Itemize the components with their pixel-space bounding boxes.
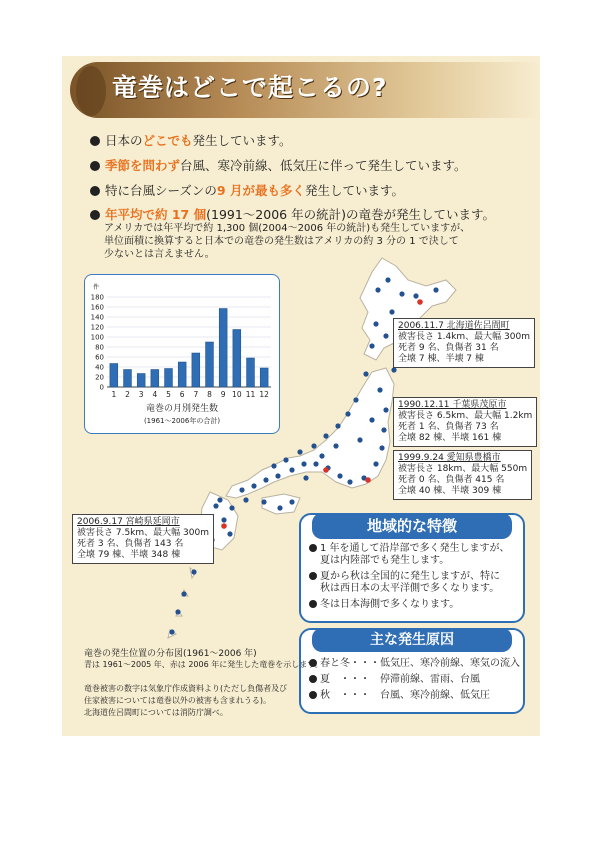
tornado-dot-blue [251, 483, 256, 488]
chart-bar [110, 364, 118, 388]
tornado-dot-blue [191, 569, 196, 574]
tornado-dot-blue [227, 531, 232, 536]
case-line: 全壊 40 棟、半壊 309 棟 [398, 486, 502, 496]
tornado-dot-blue [369, 343, 374, 348]
map-caption-title: 竜巻の発生位置の分布図(1961～2006 年) [84, 649, 257, 659]
highlight-text: 季節を問わず [105, 158, 181, 173]
chart-bar [260, 368, 268, 387]
tornado-dot-blue [303, 475, 308, 480]
chart-x-tick-label: 11 [245, 390, 256, 399]
tornado-dot-blue [379, 445, 384, 450]
tornado-dot-blue [221, 517, 226, 522]
tornado-dot-blue [347, 479, 352, 484]
case-line: 死者 3 名、負傷者 143 名 [77, 539, 184, 549]
tornado-dot-blue [261, 499, 266, 504]
case-line: 被害長さ 6.5km、最大幅 1.2km [398, 411, 533, 421]
note-line: アメリカでは年平均で約 1,300 個(2004～2006 年の統計)も発生していますが、 [104, 223, 471, 234]
tornado-dot-red [417, 299, 423, 305]
shikoku-shape [262, 494, 300, 514]
cause-summer: 夏 ・・・ 停滞前線、雷雨、台風 [309, 674, 480, 686]
tornado-dot-blue [313, 461, 318, 466]
bullet-dot-icon [90, 161, 100, 171]
bullet-dot-icon [309, 600, 317, 608]
tornado-dot-blue [229, 505, 234, 510]
chart-bar [137, 374, 145, 388]
bullet-text: 台風、寒冷前線、低気圧に伴って発生しています。 [180, 158, 467, 173]
note-line: 少ないとは言えません。 [104, 249, 215, 260]
bullet-dot-icon [309, 675, 317, 683]
monthly-chart-box [84, 274, 280, 434]
chart-bar [206, 342, 214, 387]
chart-bar [233, 330, 241, 388]
tornado-dot-blue [433, 287, 438, 292]
bullet-text: 発生しています。 [304, 183, 404, 198]
tornado-dot-blue [213, 503, 218, 508]
case-mobara [393, 397, 537, 447]
tornado-dot-blue [357, 437, 362, 442]
tornado-dot-blue [275, 473, 280, 478]
chart-y-tick-label: 100 [90, 333, 104, 342]
tornado-dot-blue [413, 293, 418, 298]
cause-spring-winter: 春と冬・・・低気圧、寒冷前線、寒気の流入 [309, 658, 520, 670]
tornado-dot-blue [169, 629, 174, 634]
regional-item-3: 冬は日本海側で多くなります。 [309, 599, 459, 611]
case-line: 死者 0 名、負傷者 415 名 [398, 475, 505, 485]
tornado-dot-blue [243, 497, 248, 502]
bullet-dot-icon [309, 572, 317, 580]
bullet-text: 日本の [105, 133, 143, 148]
main-causes-title: 主な発生原因 [312, 628, 512, 652]
chart-x-tick-label: 3 [138, 390, 144, 399]
regional-features-title: 地域的な特徴 [312, 513, 512, 539]
bullet-dot-icon [309, 691, 317, 699]
chart-x-tick-label: 2 [125, 390, 130, 399]
bullet-text: 特に台風シーズンの [105, 183, 217, 198]
tornado-dot-blue [353, 397, 358, 402]
case-line: 全壊 79 棟、半壊 348 棟 [77, 550, 181, 560]
case-heading: 2006.9.17 宮崎県延岡市 [77, 517, 180, 527]
regional-features-box [299, 513, 525, 623]
chart-title: 竜巻の月別発生数 [145, 404, 219, 414]
tornado-dot-blue [373, 321, 378, 326]
main-causes-box [299, 628, 525, 714]
chart-bar [124, 370, 132, 388]
chart-y-tick-label: 140 [90, 313, 104, 322]
tornado-dot-blue [333, 443, 338, 448]
chart-x-tick-label: 1 [111, 390, 117, 399]
case-line: 被害長さ 18km、最大幅 550m [398, 464, 528, 474]
chart-y-tick-label: 60 [95, 353, 104, 362]
tornado-dot-blue [289, 467, 294, 472]
bullet-dot-icon [309, 544, 317, 552]
tornado-dot-blue [383, 407, 388, 412]
bullet-text: (1991～2006 年の統計)の竜巻が発生しています。 [206, 207, 495, 222]
tornado-dot-blue [373, 461, 378, 466]
case-saroma [393, 318, 535, 368]
chart-x-tick-label: 9 [220, 390, 226, 399]
tornado-dot-blue [363, 371, 368, 376]
tornado-dot-blue [263, 477, 268, 482]
chart-y-tick-label: 20 [95, 373, 104, 382]
case-line: 全壊 7 棟、半壊 7 棟 [398, 354, 484, 364]
bullet-dot-icon [90, 186, 100, 196]
bullet-3 [90, 181, 404, 199]
highlight-text: 年平均で約 17 個 [105, 207, 207, 222]
tornado-dot-blue [377, 387, 382, 392]
chart-x-tick-label: 8 [207, 390, 212, 399]
cause-autumn: 秋 ・・・ 台風、寒冷前線、低気圧 [309, 690, 490, 702]
footnote-line: 北海道佐呂間町については消防庁調べ。 [84, 708, 228, 717]
tornado-dot-blue [289, 499, 294, 504]
footnote-line: 竜巻被害の数字は気象庁作成資料より(ただし負傷者及び [84, 684, 288, 693]
chart-x-tick-label: 10 [232, 390, 242, 399]
case-line: 被害長さ 7.5km、最大幅 300m [77, 528, 209, 538]
highlight-text: 9 月が最も多く [216, 183, 305, 198]
tornado-dot-blue [381, 427, 386, 432]
bullet-1 [90, 131, 292, 149]
bullet-4 [90, 205, 495, 223]
title-swoosh-decoration [76, 66, 106, 116]
southern-islands-shape [168, 568, 196, 638]
case-line: 被害長さ 1.4km、最大幅 300m [398, 332, 530, 342]
case-heading: 2006.11.7 北海道佐呂間町 [398, 321, 510, 331]
tornado-dot-blue [337, 473, 342, 478]
tornado-dot-blue [297, 449, 302, 454]
tornado-dot-blue [385, 277, 390, 282]
page-title: 竜巻はどこで起こるの? [112, 73, 388, 102]
chart-y-tick-label: 120 [90, 323, 104, 332]
note-line: 単位面積に換算すると日本での竜巻の発生数はアメリカの約 3 分の 1 で決して [104, 236, 459, 247]
tornado-dot-blue [383, 333, 388, 338]
case-heading: 1999.9.24 愛知県豊橋市 [398, 453, 501, 463]
chart-bar [247, 358, 255, 387]
chart-bar [219, 309, 227, 388]
tornado-dot-blue [375, 287, 380, 292]
bullet-2 [90, 156, 467, 174]
case-line: 死者 9 名、負傷者 31 名 [398, 343, 499, 353]
chart-y-tick-label: 160 [90, 303, 104, 312]
chart-y-tick-label: 40 [95, 363, 104, 372]
chart-bar [178, 362, 186, 387]
map-caption-sub: 青は 1961～2005 年、赤は 2006 年に発生した竜巻を示します。 [84, 660, 323, 669]
tornado-dot-blue [175, 609, 180, 614]
case-toyohashi [393, 450, 532, 500]
chart-bar [151, 370, 159, 388]
chart-x-tick-label: 5 [166, 390, 171, 399]
tornado-dot-blue [283, 457, 288, 462]
tornado-dot-red [365, 477, 371, 483]
tornado-dot-red [323, 467, 329, 473]
monthly-tornado-chart [85, 275, 279, 433]
tornado-dot-blue [217, 497, 222, 502]
chart-y-tick-label: 0 [99, 383, 104, 392]
footnote-line: 住家被害については竜巻以外の被害も含まれうる)。 [84, 696, 271, 705]
tornado-dot-blue [389, 309, 394, 314]
case-line: 全壊 82 棟、半壊 161 棟 [398, 433, 502, 443]
chart-bar [192, 353, 200, 387]
case-heading: 1990.12.11 千葉県茂原市 [398, 400, 507, 410]
bullet-dot-icon [90, 136, 100, 146]
bullet-dot-icon [90, 210, 100, 220]
tornado-dot-blue [323, 433, 328, 438]
chart-y-tick-label: 180 [90, 293, 104, 302]
chart-x-tick-label: 12 [259, 390, 269, 399]
chart-x-tick-label: 4 [152, 390, 158, 399]
chart-x-tick-label: 7 [193, 390, 199, 399]
tornado-dot-blue [345, 411, 350, 416]
tornado-dot-blue [399, 291, 404, 296]
tornado-dot-blue [271, 463, 276, 468]
case-line: 死者 1 名、負傷者 73 名 [398, 422, 499, 432]
tornado-dot-blue [319, 453, 324, 458]
tornado-dot-red [221, 523, 227, 529]
tornado-dot-blue [369, 417, 374, 422]
chart-subtitle: (1961～2006年の合計) [143, 417, 221, 425]
chart-bar [165, 369, 173, 388]
bullet-text: 発生しています。 [192, 133, 292, 148]
tornado-dot-blue [391, 367, 396, 372]
regional-item-2: 夏から秋は全国的に発生しますが、特に 秋は西日本の太平洋側で多くなります。 [309, 571, 500, 595]
tornado-dot-blue [311, 443, 316, 448]
chart-unit-label: 件 [93, 284, 100, 291]
case-nobeoka [72, 514, 214, 564]
chart-x-tick-label: 6 [179, 390, 185, 399]
tornado-dot-blue [239, 487, 244, 492]
regional-item-1: 1 年を通して沿岸部で多く発生しますが、 夏は内陸部でも発生します。 [309, 543, 510, 567]
tornado-dot-blue [181, 591, 186, 596]
tornado-dot-blue [277, 505, 282, 510]
chart-y-tick-label: 80 [95, 343, 104, 352]
tornado-dot-blue [301, 461, 306, 466]
highlight-text: どこでも [142, 133, 193, 148]
tornado-dot-blue [335, 423, 340, 428]
